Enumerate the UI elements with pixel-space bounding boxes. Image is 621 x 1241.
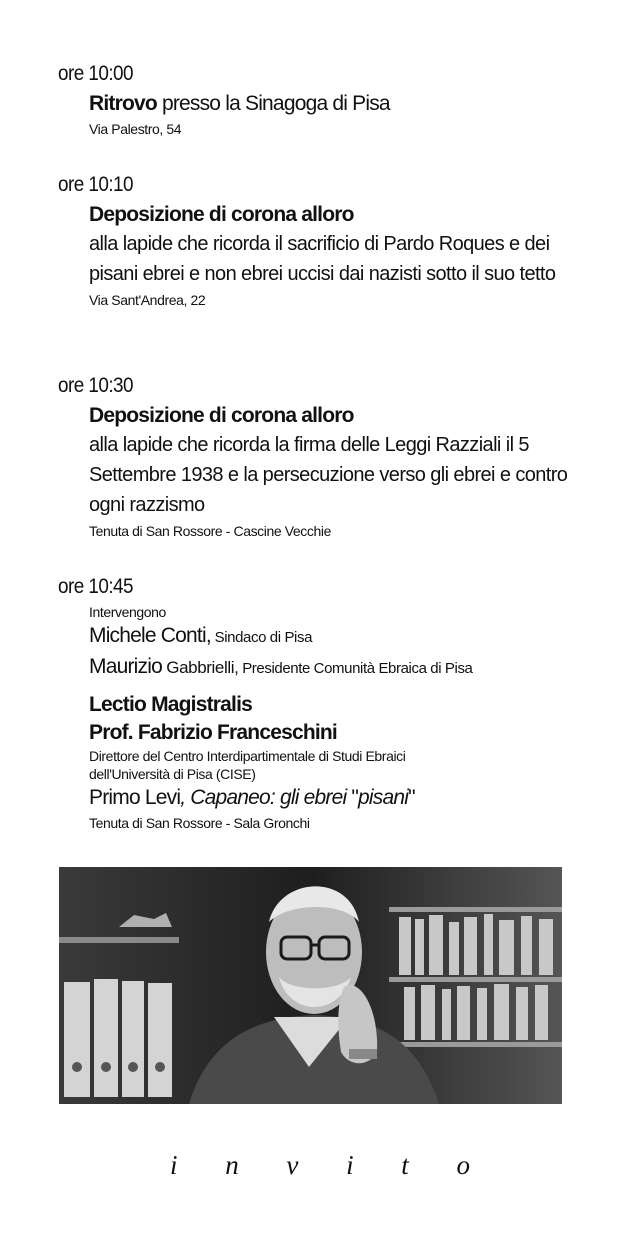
- event-time: ore 10:30: [58, 374, 134, 397]
- event-address: Via Sant'Andrea, 22: [89, 292, 206, 308]
- event-time: ore 10:00: [58, 62, 134, 85]
- event-address: Via Palestro, 54: [89, 121, 182, 137]
- lectio-speaker: Prof. Fabrizio Franceschini: [89, 721, 337, 744]
- event-title: Deposizione di corona alloro: [89, 404, 354, 427]
- speaker-name: Michele Conti,: [89, 624, 211, 647]
- speakers-intro: Intervengono: [89, 604, 166, 620]
- event-time: ore 10:45: [58, 575, 134, 598]
- speaker-role: Presidente Comunità Ebraica di Pisa: [238, 660, 473, 677]
- event-address: Tenuta di San Rossore - Cascine Vecchie: [89, 523, 331, 539]
- speaker-conti: [89, 621, 578, 652]
- event-title-bold: Ritrovo: [89, 92, 157, 115]
- portrait-photo: [59, 867, 562, 1104]
- invito-wordmark: [170, 1150, 470, 1181]
- talk-part: ": [408, 786, 415, 809]
- event-title: [89, 90, 578, 118]
- event-1000: [58, 62, 578, 138]
- invito-letter: o: [456, 1150, 470, 1180]
- invito-letter: n: [225, 1150, 239, 1180]
- event-1010: [58, 173, 578, 309]
- invito-letter: i: [170, 1150, 178, 1180]
- event-description: alla lapide che ricorda la firma delle Leggi Razziali il 5 Settembre 1938 e la persecuzione verso gli ebrei e contro ogni razzismo: [89, 434, 568, 516]
- event-address: Tenuta di San Rossore - Sala Gronchi: [89, 815, 310, 831]
- event-description: alla lapide che ricorda il sacrificio di Pardo Roques e dei pisani ebrei e non ebrei uccisi dai nazisti sotto il suo tetto: [89, 233, 556, 285]
- talk-part: : gli ebrei: [269, 786, 352, 809]
- speaker-role: Sindaco di Pisa: [210, 629, 313, 646]
- invito-letter: i: [346, 1150, 354, 1180]
- speaker-name: Maurizio: [89, 655, 162, 678]
- talk-part: pisani: [358, 786, 409, 809]
- affiliation-line-1: Direttore del Centro Interdipartimentale di Studi Ebraici: [89, 748, 406, 764]
- event-1030: [58, 374, 578, 540]
- lectio-title: Lectio Magistralis: [89, 693, 252, 716]
- talk-title: [89, 783, 578, 812]
- event-time: ore 10:10: [58, 173, 134, 196]
- talk-part: Primo Levi: [89, 786, 181, 809]
- talk-part: , Capaneo: [180, 786, 270, 809]
- event-title-rest: presso la Sinagoga di Pisa: [156, 92, 390, 115]
- speaker-surname: Gabbrielli,: [161, 658, 239, 677]
- event-1045: [58, 575, 578, 832]
- event-title: Deposizione di corona alloro: [89, 203, 354, 226]
- affiliation-line-2: dell'Università di Pisa (CISE): [89, 766, 256, 782]
- invito-letter: t: [401, 1150, 409, 1180]
- portrait-illustration: [59, 867, 562, 1104]
- invito-letter: v: [286, 1150, 299, 1180]
- talk-part: ": [351, 786, 359, 809]
- speaker-gabbrielli: [89, 652, 578, 683]
